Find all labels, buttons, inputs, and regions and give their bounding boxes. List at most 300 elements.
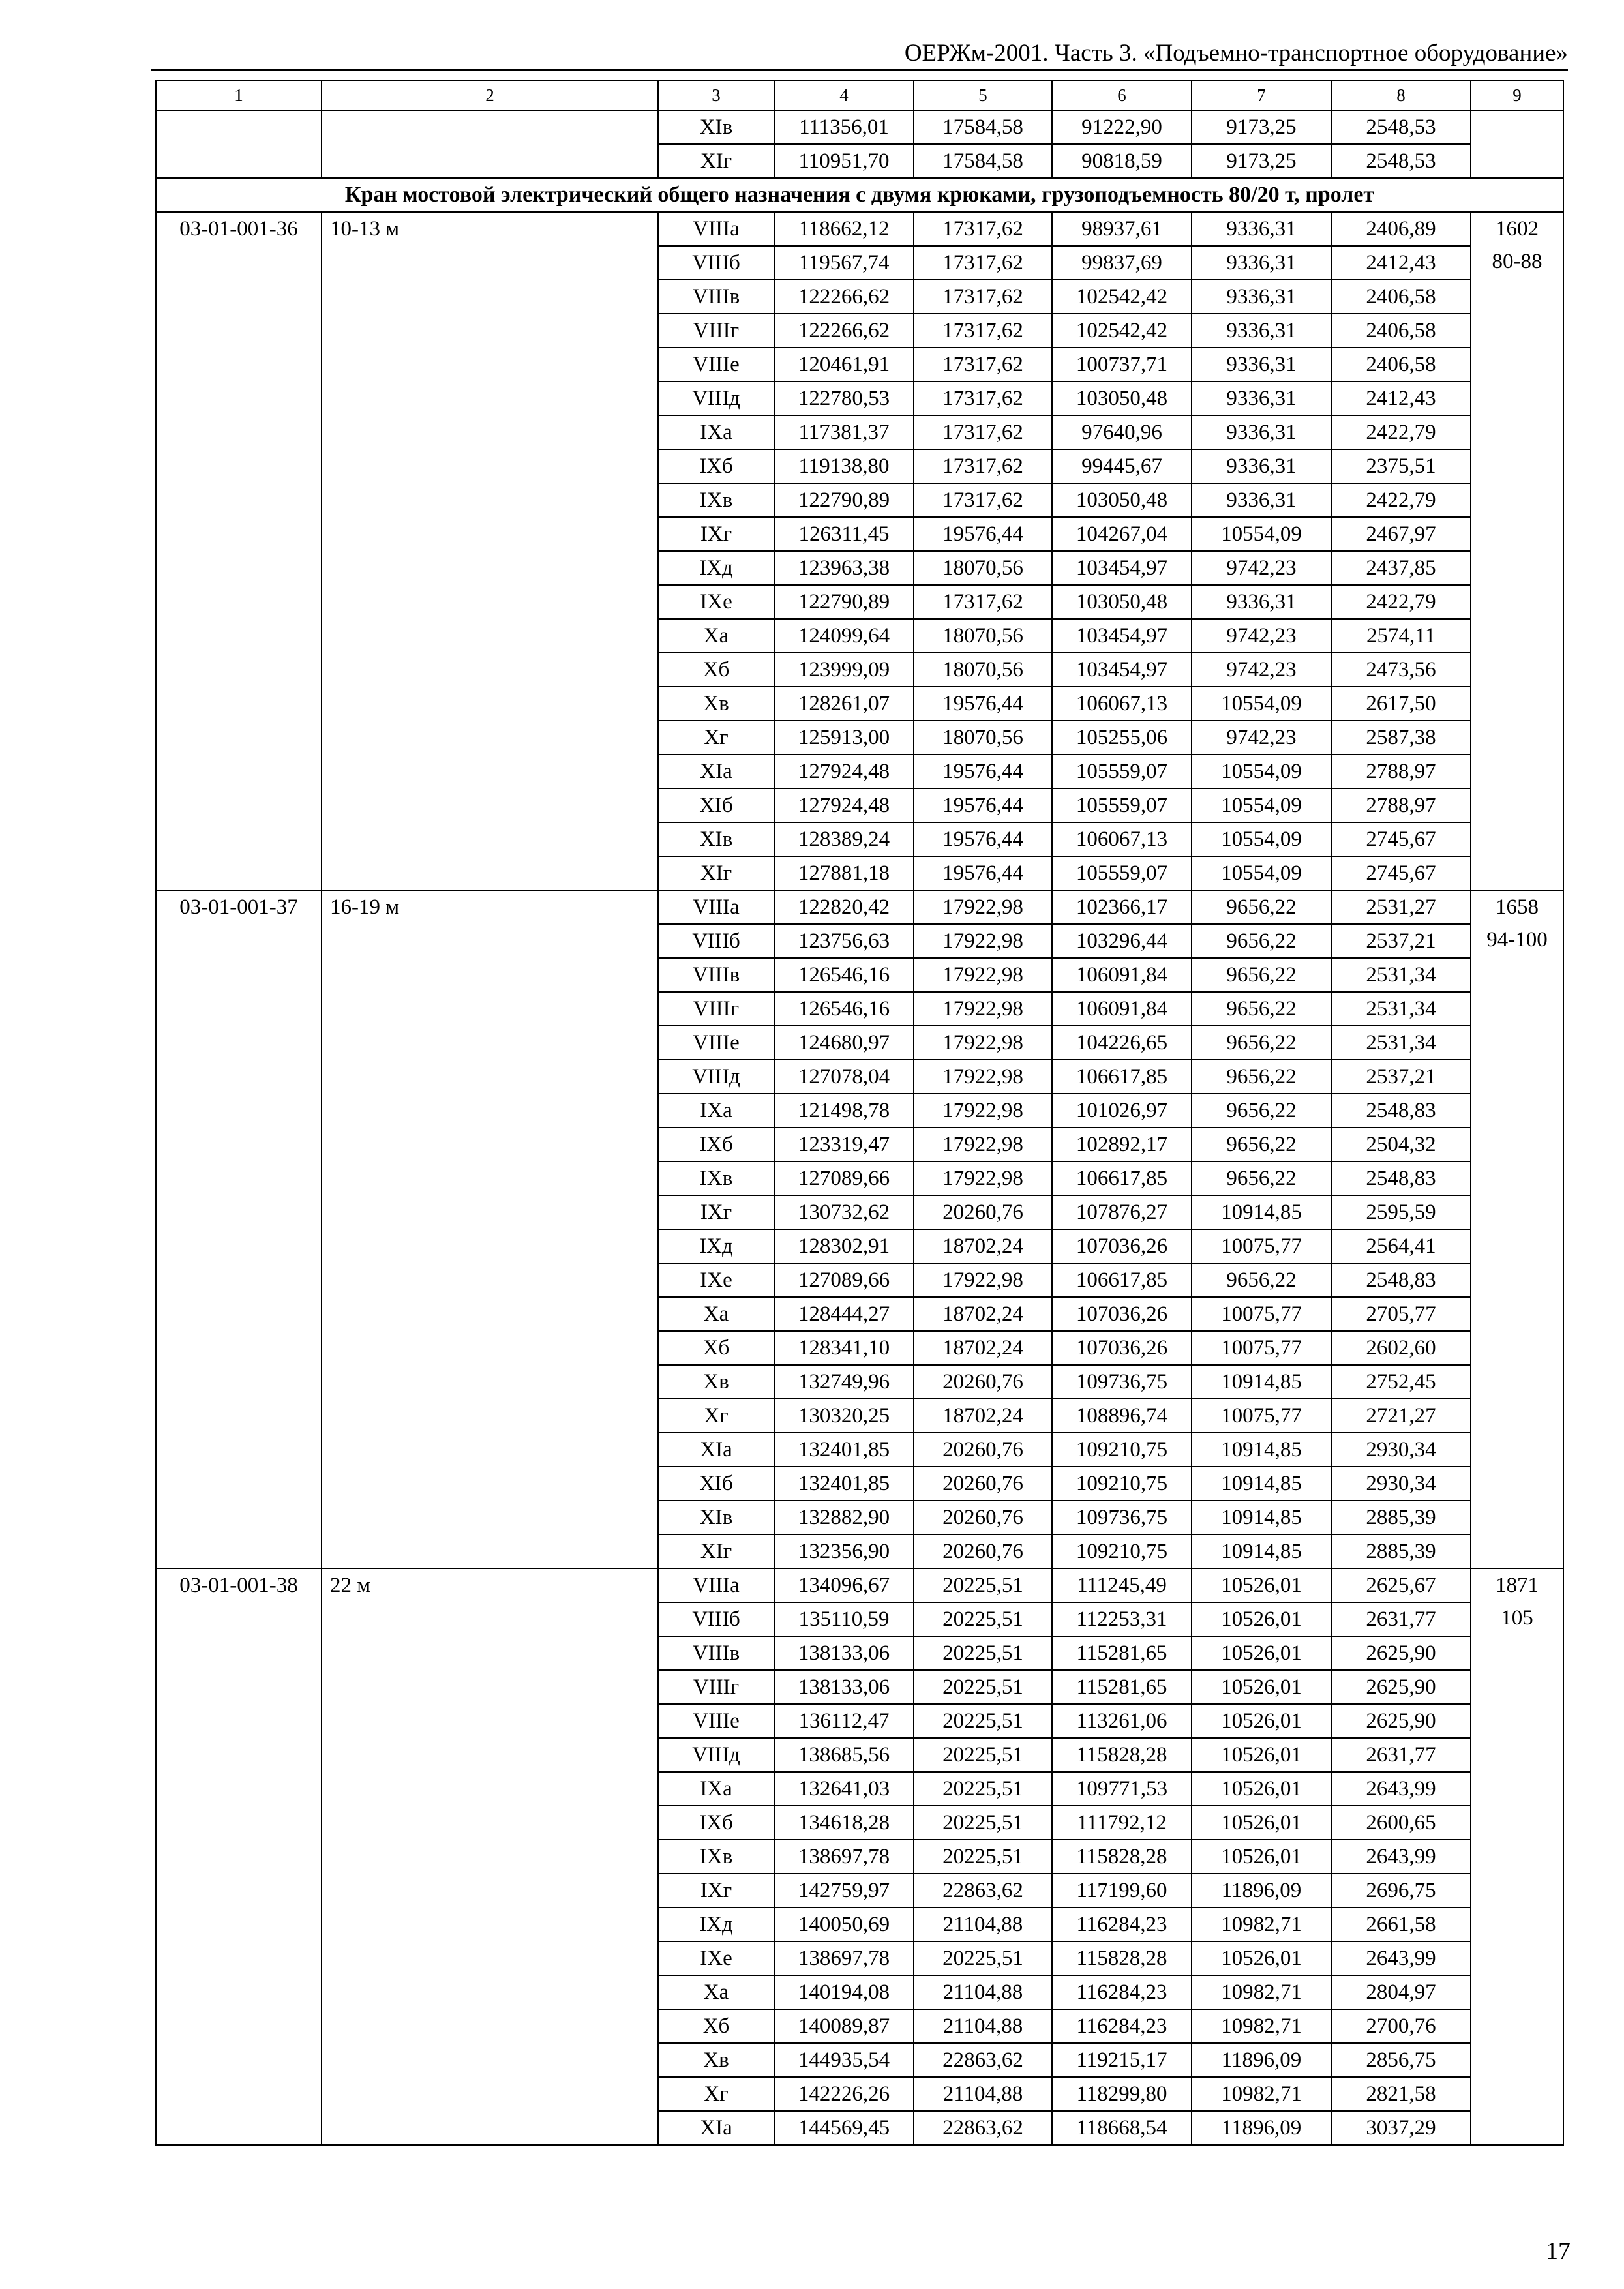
value-cell: 111245,49 (1052, 1568, 1192, 1602)
value-cell: 106617,85 (1052, 1263, 1192, 1297)
value-cell: 2504,32 (1331, 1128, 1471, 1161)
value-cell: Xб (658, 1331, 774, 1365)
value-cell: 2406,58 (1331, 314, 1471, 348)
value-cell: 17317,62 (914, 314, 1052, 348)
value-cell: 9336,31 (1192, 585, 1331, 619)
value-cell: 10982,71 (1192, 1975, 1331, 2009)
value-cell: 113261,06 (1052, 1704, 1192, 1738)
value-cell: Xб (658, 2009, 774, 2043)
value-cell: 127924,48 (774, 755, 914, 788)
column-number-cell: 3 (658, 80, 774, 110)
value-cell: 10914,85 (1192, 1433, 1331, 1467)
value-cell: 17922,98 (914, 1128, 1052, 1161)
norm-value: 1602 (1496, 217, 1539, 241)
value-cell: 98937,61 (1052, 212, 1192, 246)
norm-cell (1471, 212, 1563, 890)
value-cell: XIг (658, 144, 774, 178)
value-cell: 10554,09 (1192, 822, 1331, 856)
value-cell: Xв (658, 1365, 774, 1399)
value-cell: 17922,98 (914, 1094, 1052, 1128)
value-cell: 107876,27 (1052, 1195, 1192, 1229)
value-cell: 130732,62 (774, 1195, 914, 1229)
value-cell: Xб (658, 653, 774, 687)
value-cell: Xа (658, 1975, 774, 2009)
value-cell: Xв (658, 2043, 774, 2077)
norm-value: 1658 (1496, 895, 1539, 919)
value-cell: 2595,59 (1331, 1195, 1471, 1229)
value-cell: IXд (658, 1229, 774, 1263)
value-cell: 10526,01 (1192, 1941, 1331, 1975)
value-cell: 102892,17 (1052, 1128, 1192, 1161)
value-cell: Xг (658, 2077, 774, 2111)
value-cell: 111356,01 (774, 110, 914, 144)
value-cell: 106067,13 (1052, 687, 1192, 721)
value-cell: 135110,59 (774, 1602, 914, 1636)
value-cell: 20225,51 (914, 1840, 1052, 1874)
value-cell: 116284,23 (1052, 2009, 1192, 2043)
value-cell: 21104,88 (914, 2009, 1052, 2043)
norm-value: 80-88 (1492, 250, 1542, 273)
value-cell: 109736,75 (1052, 1501, 1192, 1534)
value-cell: 115828,28 (1052, 1941, 1192, 1975)
value-cell: VIIIа (658, 1568, 774, 1602)
value-cell: 17922,98 (914, 1060, 1052, 1094)
value-cell: XIв (658, 822, 774, 856)
value-cell: 18702,24 (914, 1399, 1052, 1433)
span-cell: 16-19 м (322, 890, 658, 1568)
value-cell: 17317,62 (914, 246, 1052, 280)
value-cell: 128444,27 (774, 1297, 914, 1331)
value-cell: 105559,07 (1052, 755, 1192, 788)
value-cell: VIIIг (658, 314, 774, 348)
value-cell: 20260,76 (914, 1501, 1052, 1534)
value-cell: 10075,77 (1192, 1331, 1331, 1365)
value-cell: 17922,98 (914, 992, 1052, 1026)
column-number-cell: 1 (156, 80, 322, 110)
value-cell: 9336,31 (1192, 280, 1331, 314)
value-cell: 126546,16 (774, 958, 914, 992)
value-cell: VIIIе (658, 348, 774, 382)
value-cell: 17317,62 (914, 449, 1052, 483)
value-cell: IXг (658, 517, 774, 551)
value-cell: 127089,66 (774, 1161, 914, 1195)
value-cell: 20225,51 (914, 1772, 1052, 1806)
value-cell: 2643,99 (1331, 1941, 1471, 1975)
value-cell: 2531,34 (1331, 958, 1471, 992)
value-cell: 2437,85 (1331, 551, 1471, 585)
value-cell: 9336,31 (1192, 449, 1331, 483)
value-cell: 17584,58 (914, 144, 1052, 178)
value-cell: 109736,75 (1052, 1365, 1192, 1399)
value-cell: 2531,34 (1331, 1026, 1471, 1060)
value-cell: 10982,71 (1192, 1908, 1331, 1941)
value-cell: 2574,11 (1331, 619, 1471, 653)
value-cell: 2422,79 (1331, 415, 1471, 449)
value-cell: 9742,23 (1192, 721, 1331, 755)
section-title: Кран мостовой электрический общего назначения с двумя крюками, грузоподъемность 80/20 т, пролет (156, 178, 1563, 212)
value-cell: 128389,24 (774, 822, 914, 856)
value-cell: 107036,26 (1052, 1297, 1192, 1331)
value-cell: 2617,50 (1331, 687, 1471, 721)
value-cell: 20225,51 (914, 1602, 1052, 1636)
code-cell: 03-01-001-36 (156, 212, 322, 890)
value-cell: 2406,58 (1331, 348, 1471, 382)
value-cell: 127881,18 (774, 856, 914, 890)
value-cell: IXб (658, 1128, 774, 1161)
value-cell: 130320,25 (774, 1399, 914, 1433)
value-cell: 17922,98 (914, 1161, 1052, 1195)
value-cell: Xг (658, 721, 774, 755)
value-cell: 2602,60 (1331, 1331, 1471, 1365)
value-cell: 2631,77 (1331, 1738, 1471, 1772)
value-cell: 2696,75 (1331, 1874, 1471, 1908)
value-cell: 91222,90 (1052, 110, 1192, 144)
value-cell: 17922,98 (914, 924, 1052, 958)
norm-cell (1471, 110, 1563, 178)
value-cell: 19576,44 (914, 687, 1052, 721)
value-cell: 123319,47 (774, 1128, 914, 1161)
value-cell: 2412,43 (1331, 382, 1471, 415)
value-cell: 122790,89 (774, 585, 914, 619)
value-cell: 20225,51 (914, 1941, 1052, 1975)
value-cell: 17584,58 (914, 110, 1052, 144)
value-cell: 17317,62 (914, 483, 1052, 517)
value-cell: 19576,44 (914, 517, 1052, 551)
value-cell: 2643,99 (1331, 1772, 1471, 1806)
value-cell: 19576,44 (914, 755, 1052, 788)
table-row (156, 890, 1563, 924)
value-cell: VIIIв (658, 958, 774, 992)
value-cell: 10526,01 (1192, 1738, 1331, 1772)
value-cell: 10914,85 (1192, 1467, 1331, 1501)
value-cell: 2885,39 (1331, 1501, 1471, 1534)
value-cell: 2885,39 (1331, 1534, 1471, 1568)
column-number-cell: 8 (1331, 80, 1471, 110)
value-cell: 116284,23 (1052, 1908, 1192, 1941)
value-cell: 102542,42 (1052, 280, 1192, 314)
value-cell: 9336,31 (1192, 314, 1331, 348)
value-cell: VIIIд (658, 1738, 774, 1772)
value-cell: 20225,51 (914, 1806, 1052, 1840)
span-cell: 22 м (322, 1568, 658, 2145)
value-cell: 103050,48 (1052, 483, 1192, 517)
value-cell: 11896,09 (1192, 2111, 1331, 2145)
page-header (151, 37, 1568, 71)
value-cell: 10075,77 (1192, 1297, 1331, 1331)
value-cell: 108896,74 (1052, 1399, 1192, 1433)
value-cell: 10554,09 (1192, 687, 1331, 721)
value-cell: 10526,01 (1192, 1806, 1331, 1840)
value-cell: 127089,66 (774, 1263, 914, 1297)
value-cell: 2745,67 (1331, 822, 1471, 856)
value-cell: 2856,75 (1331, 2043, 1471, 2077)
value-cell: 128341,10 (774, 1331, 914, 1365)
value-cell: 2548,83 (1331, 1263, 1471, 1297)
value-cell: 10526,01 (1192, 1636, 1331, 1670)
value-cell: VIIIг (658, 992, 774, 1026)
value-cell: 17922,98 (914, 958, 1052, 992)
value-cell: 116284,23 (1052, 1975, 1192, 2009)
value-cell: 10554,09 (1192, 755, 1331, 788)
page-number: 17 (1546, 2237, 1571, 2265)
value-cell: VIIIг (658, 1670, 774, 1704)
value-cell: 132882,90 (774, 1501, 914, 1534)
value-cell: 18702,24 (914, 1229, 1052, 1263)
value-cell: 2548,83 (1331, 1094, 1471, 1128)
value-cell: 126546,16 (774, 992, 914, 1026)
value-cell: 127078,04 (774, 1060, 914, 1094)
value-cell: 10526,01 (1192, 1704, 1331, 1738)
value-cell: 109210,75 (1052, 1534, 1192, 1568)
value-cell: IXв (658, 1161, 774, 1195)
value-cell: 106617,85 (1052, 1060, 1192, 1094)
value-cell: 2643,99 (1331, 1840, 1471, 1874)
value-cell: 2700,76 (1331, 2009, 1471, 2043)
value-cell: 2531,27 (1331, 890, 1471, 924)
value-cell: 10526,01 (1192, 1670, 1331, 1704)
value-cell: 9656,22 (1192, 1128, 1331, 1161)
value-cell: 111792,12 (1052, 1806, 1192, 1840)
value-cell: 115281,65 (1052, 1636, 1192, 1670)
value-cell: 21104,88 (914, 1975, 1052, 2009)
value-cell: XIг (658, 856, 774, 890)
value-cell: 132749,96 (774, 1365, 914, 1399)
value-cell: 9656,22 (1192, 1026, 1331, 1060)
value-cell: 122790,89 (774, 483, 914, 517)
value-cell: 132356,90 (774, 1534, 914, 1568)
value-cell: 119215,17 (1052, 2043, 1192, 2077)
value-cell: 20260,76 (914, 1195, 1052, 1229)
value-cell: 10914,85 (1192, 1365, 1331, 1399)
value-cell: IXа (658, 1772, 774, 1806)
value-cell: 103050,48 (1052, 585, 1192, 619)
section-row (156, 178, 1563, 212)
value-cell: 10554,09 (1192, 788, 1331, 822)
value-cell: 2587,38 (1331, 721, 1471, 755)
value-cell: 2625,90 (1331, 1636, 1471, 1670)
column-number-cell: 2 (322, 80, 658, 110)
value-cell: 2804,97 (1331, 1975, 1471, 2009)
value-cell: 2721,27 (1331, 1399, 1471, 1433)
value-cell: 19576,44 (914, 788, 1052, 822)
value-cell: 2548,53 (1331, 144, 1471, 178)
value-cell: VIIIд (658, 1060, 774, 1094)
value-cell: 123999,09 (774, 653, 914, 687)
value-cell: 2625,90 (1331, 1670, 1471, 1704)
value-cell: 2705,77 (1331, 1297, 1471, 1331)
value-cell: VIIIа (658, 890, 774, 924)
value-cell: 90818,59 (1052, 144, 1192, 178)
value-cell: 103454,97 (1052, 653, 1192, 687)
value-cell: VIIIа (658, 212, 774, 246)
code-cell (156, 110, 322, 178)
value-cell: 17922,98 (914, 890, 1052, 924)
value-cell: VIIIб (658, 924, 774, 958)
value-cell: VIIIе (658, 1026, 774, 1060)
value-cell: 2531,34 (1331, 992, 1471, 1026)
value-cell: 21104,88 (914, 2077, 1052, 2111)
value-cell: 18070,56 (914, 551, 1052, 585)
value-cell: 2537,21 (1331, 924, 1471, 958)
value-cell: 19576,44 (914, 822, 1052, 856)
value-cell: 99445,67 (1052, 449, 1192, 483)
value-cell: 2564,41 (1331, 1229, 1471, 1263)
value-cell: 122266,62 (774, 314, 914, 348)
value-cell: IXе (658, 1263, 774, 1297)
value-cell: 2406,89 (1331, 212, 1471, 246)
value-cell: 18702,24 (914, 1297, 1052, 1331)
value-cell: IXв (658, 1840, 774, 1874)
value-cell: 9656,22 (1192, 992, 1331, 1026)
value-cell: 132641,03 (774, 1772, 914, 1806)
value-cell: 110951,70 (774, 144, 914, 178)
value-cell: 2631,77 (1331, 1602, 1471, 1636)
value-cell: 140089,87 (774, 2009, 914, 2043)
value-cell: IXд (658, 1908, 774, 1941)
value-cell: 134096,67 (774, 1568, 914, 1602)
value-cell: 9656,22 (1192, 1161, 1331, 1195)
value-cell: 19576,44 (914, 856, 1052, 890)
value-cell: IXа (658, 415, 774, 449)
value-cell: 2661,58 (1331, 1908, 1471, 1941)
price-table (155, 80, 1564, 2146)
value-cell: 20225,51 (914, 1636, 1052, 1670)
value-cell: 122780,53 (774, 382, 914, 415)
value-cell: IXг (658, 1874, 774, 1908)
value-cell: XIб (658, 1467, 774, 1501)
table-row (156, 110, 1563, 144)
value-cell: 122266,62 (774, 280, 914, 314)
norm-value: 105 (1501, 1606, 1533, 1630)
value-cell: 132401,85 (774, 1433, 914, 1467)
value-cell: 10526,01 (1192, 1568, 1331, 1602)
value-cell: 9656,22 (1192, 890, 1331, 924)
value-cell: 10554,09 (1192, 856, 1331, 890)
value-cell: 17317,62 (914, 280, 1052, 314)
span-cell: 10-13 м (322, 212, 658, 890)
value-cell: 138697,78 (774, 1840, 914, 1874)
value-cell: 109210,75 (1052, 1467, 1192, 1501)
value-cell: 97640,96 (1052, 415, 1192, 449)
value-cell: 138697,78 (774, 1941, 914, 1975)
value-cell: 21104,88 (914, 1908, 1052, 1941)
value-cell: 2745,67 (1331, 856, 1471, 890)
value-cell: 105559,07 (1052, 856, 1192, 890)
value-cell: 17922,98 (914, 1263, 1052, 1297)
value-cell: 118668,54 (1052, 2111, 1192, 2145)
value-cell: 20225,51 (914, 1738, 1052, 1772)
value-cell: 2600,65 (1331, 1806, 1471, 1840)
value-cell: 2625,90 (1331, 1704, 1471, 1738)
value-cell: 17922,98 (914, 1026, 1052, 1060)
column-number-cell: 9 (1471, 80, 1563, 110)
value-cell: 115828,28 (1052, 1840, 1192, 1874)
value-cell: 109771,53 (1052, 1772, 1192, 1806)
value-cell: IXд (658, 551, 774, 585)
value-cell: Xв (658, 687, 774, 721)
value-cell: XIа (658, 1433, 774, 1467)
header-title: ОЕРЖм-2001. Часть 3. «Подъемно-транспортное оборудование» (904, 40, 1568, 67)
value-cell: 9656,22 (1192, 958, 1331, 992)
value-cell: 100737,71 (1052, 348, 1192, 382)
value-cell: 9742,23 (1192, 653, 1331, 687)
value-cell: 107036,26 (1052, 1331, 1192, 1365)
value-cell: Xа (658, 1297, 774, 1331)
value-cell: 2930,34 (1331, 1467, 1471, 1501)
value-cell: 2788,97 (1331, 788, 1471, 822)
value-cell: 18070,56 (914, 653, 1052, 687)
value-cell: 103050,48 (1052, 382, 1192, 415)
value-cell: 124099,64 (774, 619, 914, 653)
value-cell: 2422,79 (1331, 483, 1471, 517)
value-cell: 22863,62 (914, 2043, 1052, 2077)
value-cell: 17317,62 (914, 585, 1052, 619)
value-cell: 112253,31 (1052, 1602, 1192, 1636)
value-cell: IXг (658, 1195, 774, 1229)
value-cell: 123756,63 (774, 924, 914, 958)
value-cell: 106091,84 (1052, 958, 1192, 992)
value-cell: 10982,71 (1192, 2009, 1331, 2043)
value-cell: 140194,08 (774, 1975, 914, 2009)
span-cell (322, 110, 658, 178)
value-cell: 102366,17 (1052, 890, 1192, 924)
value-cell: 9336,31 (1192, 382, 1331, 415)
value-cell: IXб (658, 449, 774, 483)
value-cell: 10914,85 (1192, 1501, 1331, 1534)
value-cell: VIIIб (658, 246, 774, 280)
value-cell: 9173,25 (1192, 110, 1331, 144)
norm-cell (1471, 1568, 1563, 2145)
value-cell: 20260,76 (914, 1433, 1052, 1467)
value-cell: 103296,44 (1052, 924, 1192, 958)
value-cell: 109210,75 (1052, 1433, 1192, 1467)
column-number-row (156, 80, 1563, 110)
value-cell: 144569,45 (774, 2111, 914, 2145)
value-cell: 10914,85 (1192, 1534, 1331, 1568)
value-cell: 9656,22 (1192, 1263, 1331, 1297)
value-cell: 10914,85 (1192, 1195, 1331, 1229)
value-cell: IXа (658, 1094, 774, 1128)
value-cell: 125913,00 (774, 721, 914, 755)
value-cell: 126311,45 (774, 517, 914, 551)
value-cell: 18702,24 (914, 1331, 1052, 1365)
value-cell: 120461,91 (774, 348, 914, 382)
value-cell: 2422,79 (1331, 585, 1471, 619)
value-cell: 106617,85 (1052, 1161, 1192, 1195)
value-cell: 9336,31 (1192, 348, 1331, 382)
value-cell: VIIIв (658, 280, 774, 314)
value-cell: 123963,38 (774, 551, 914, 585)
value-cell: IXв (658, 483, 774, 517)
value-cell: 142759,97 (774, 1874, 914, 1908)
value-cell: 122820,42 (774, 890, 914, 924)
value-cell: 2788,97 (1331, 755, 1471, 788)
code-cell: 03-01-001-38 (156, 1568, 322, 2145)
value-cell: XIв (658, 1501, 774, 1534)
value-cell: 2548,53 (1331, 110, 1471, 144)
value-cell: 2406,58 (1331, 280, 1471, 314)
value-cell: 105559,07 (1052, 788, 1192, 822)
value-cell: 106091,84 (1052, 992, 1192, 1026)
value-cell: 136112,47 (774, 1704, 914, 1738)
value-cell: 20260,76 (914, 1365, 1052, 1399)
value-cell: 138133,06 (774, 1636, 914, 1670)
value-cell: 2467,97 (1331, 517, 1471, 551)
value-cell: 9336,31 (1192, 415, 1331, 449)
value-cell: 2473,56 (1331, 653, 1471, 687)
value-cell: 2375,51 (1331, 449, 1471, 483)
value-cell: Xа (658, 619, 774, 653)
